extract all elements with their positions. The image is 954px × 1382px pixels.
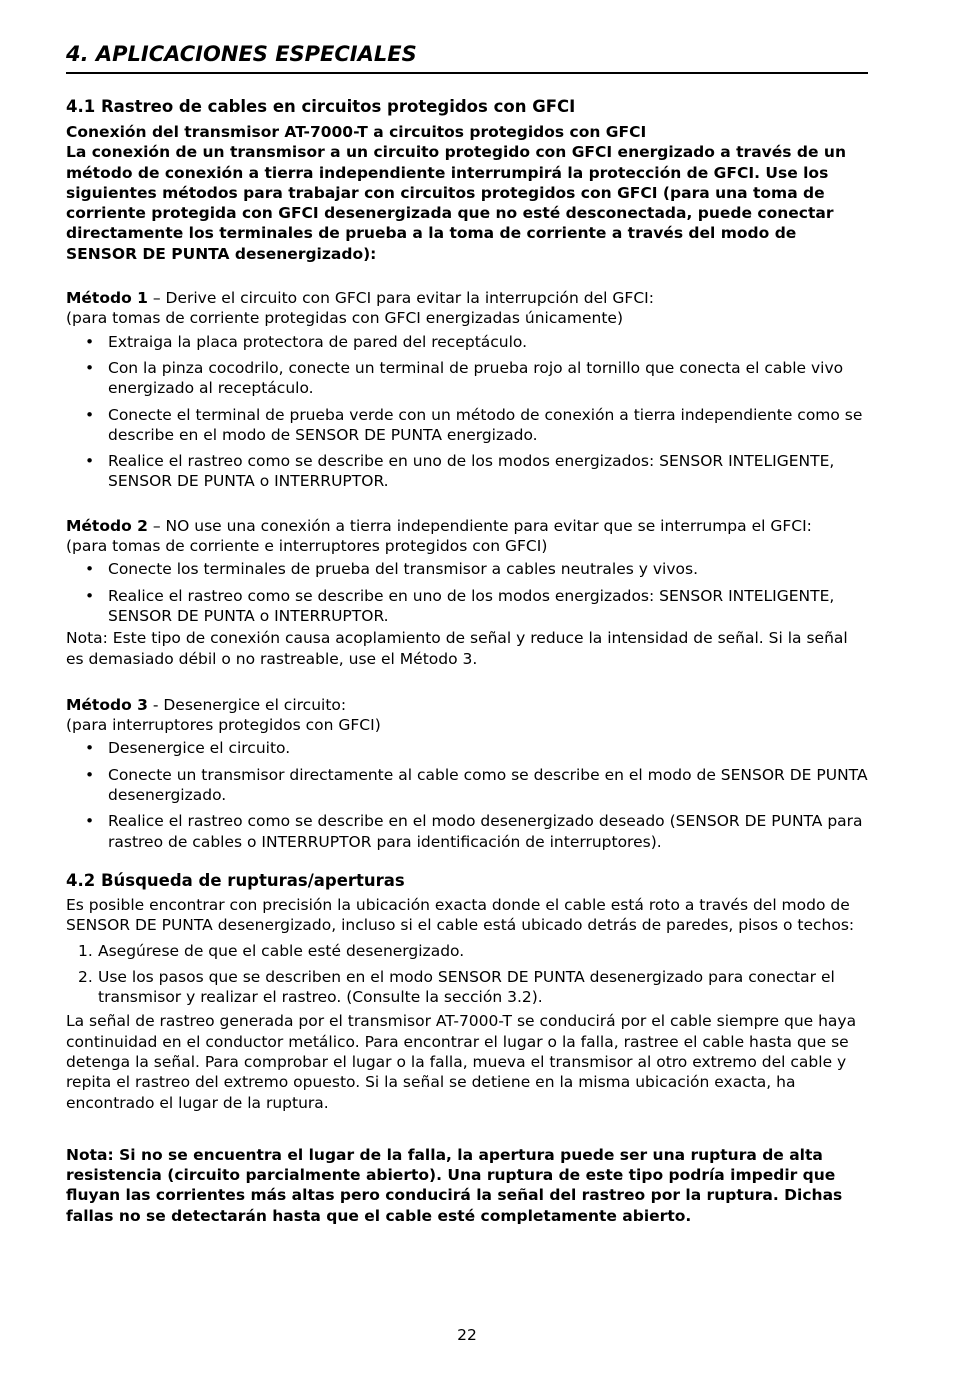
method-3-list xyxy=(66,738,868,851)
section-4-2-steps xyxy=(66,941,868,1008)
list-item: • Con la pinza cocodrilo, conecte un terminal de prueba rojo al tornillo que conecta el cable vivo energizado al receptáculo. xyxy=(66,358,868,399)
method-2-line xyxy=(66,516,868,536)
step-number: 1. xyxy=(78,941,93,960)
method-3-text: - Desenergice el circuito: xyxy=(147,695,347,714)
method-3-label: Método 3 xyxy=(66,695,148,714)
method-1-line xyxy=(66,288,868,308)
method-1-text: – Derive el circuito con GFCI para evitar la interrupción del GFCI: xyxy=(147,289,654,308)
list-item: • Desenergice el circuito. xyxy=(66,738,868,758)
list-item: • Conecte el terminal de prueba verde con un método de conexión a tierra independiente como se describe en el modo de SENSOR DE PUNTA energizado. xyxy=(66,405,868,446)
method-2-list xyxy=(66,559,868,626)
section-4-1-subheading: Conexión del transmisor AT-7000-T a circuitos protegidos con GFCI xyxy=(66,123,647,141)
page-number: 22 xyxy=(457,1326,477,1344)
method-1-label: Método 1 xyxy=(66,289,148,308)
method-2-text: – NO use una conexión a tierra independiente para evitar que se interrumpa el GFCI: xyxy=(147,516,812,535)
list-item: • Realice el rastreo como se describe en el modo desenergizado deseado (SENSOR DE PUNTA para rastreo de cables o INTERRUPTOR para identificación de interruptores). xyxy=(66,811,868,852)
step-number: 2. xyxy=(78,967,93,986)
section-4-1-intro: La conexión de un transmisor a un circuito protegido con GFCI energizado a través de un método de conexión a tierra independiente interrumpirá la protección de GFCI. Use los siguientes métodos para trabajar con circuitos protegidos con GFCI (para una toma de corriente protegida con GFCI desenergizada que no esté desconectada, puede conectar directamente los terminales de prueba a la toma de corriente a través del modo de SENSOR DE PUNTA desenergizado): xyxy=(66,143,846,263)
list-item xyxy=(66,941,868,961)
section-4-1-heading: 4.1 Rastreo de cables en circuitos protegidos con GFCI xyxy=(66,97,576,116)
method-3-note: (para interruptores protegidos con GFCI) xyxy=(66,716,381,735)
method-2-label: Método 2 xyxy=(66,516,148,535)
list-item: • Conecte los terminales de prueba del transmisor a cables neutrales y vivos. xyxy=(66,559,868,579)
list-item xyxy=(66,967,868,1008)
method-1-list xyxy=(66,332,868,492)
step-text: Asegúrese de que el cable esté desenergizado. xyxy=(98,941,465,960)
step-text: Use los pasos que se describen en el modo SENSOR DE PUNTA desenergizado para conectar el transmisor y realizar el rastreo. (Consulte la sección 3.2). xyxy=(98,967,835,1007)
chapter-title: 4. APLICACIONES ESPECIALES xyxy=(66,40,868,74)
list-item: • Extraiga la placa protectora de pared del receptáculo. xyxy=(66,332,868,352)
list-item: • Conecte un transmisor directamente al cable como se describe en el modo de SENSOR DE PUNTA desenergizado. xyxy=(66,765,868,806)
page-content xyxy=(66,40,868,1226)
method-2-note: (para tomas de corriente e interruptores protegidos con GFCI) xyxy=(66,537,548,556)
method-2-after-note: Nota: Este tipo de conexión causa acoplamiento de señal y reduce la intensidad de señal. Si la señal es demasiado débil o no rastreable, use el Método 3. xyxy=(66,629,848,668)
list-item: • Realice el rastreo como se describe en uno de los modos energizados: SENSOR INTELIGENTE, SENSOR DE PUNTA o INTERRUPTOR. xyxy=(66,451,868,492)
list-item: • Realice el rastreo como se describe en uno de los modos energizados: SENSOR INTELIGENTE, SENSOR DE PUNTA o INTERRUPTOR. xyxy=(66,586,868,627)
section-4-2-note: Nota: Si no se encuentra el lugar de la falla, la apertura puede ser una ruptura de alta resistencia (circuito parcialmente abierto). Una ruptura de este tipo podría impedir que fluyan las corrientes más altas pero conducirá la señal del rastreo por la ruptura. Dichas fallas no se detectarán hasta que el cable esté completamente abierto. xyxy=(66,1145,843,1225)
method-1-note: (para tomas de corriente protegidas con GFCI energizadas únicamente) xyxy=(66,309,623,328)
section-4-2-intro: Es posible encontrar con precisión la ubicación exacta donde el cable está roto a través del modo de SENSOR DE PUNTA desenergizado, incluso si el cable está ubicado detrás de paredes, pisos o techos: xyxy=(66,895,855,935)
section-4-2-heading: 4.2 Búsqueda de rupturas/aperturas xyxy=(66,870,405,890)
method-3-line xyxy=(66,695,868,715)
section-4-2-paragraph: La señal de rastreo generada por el transmisor AT-7000-T se conducirá por el cable siempre que haya continuidad en el conductor metálico. Para encontrar el lugar o la falla, rastree el cable hasta que se detenga la señal. Para comprobar el lugar o la falla, mueva el transmisor al otro extremo del cable y repita el rastreo del extremo opuesto. Si la señal se detiene en la misma ubicación exacta, ha encontrado el lugar de la ruptura. xyxy=(66,1012,857,1112)
